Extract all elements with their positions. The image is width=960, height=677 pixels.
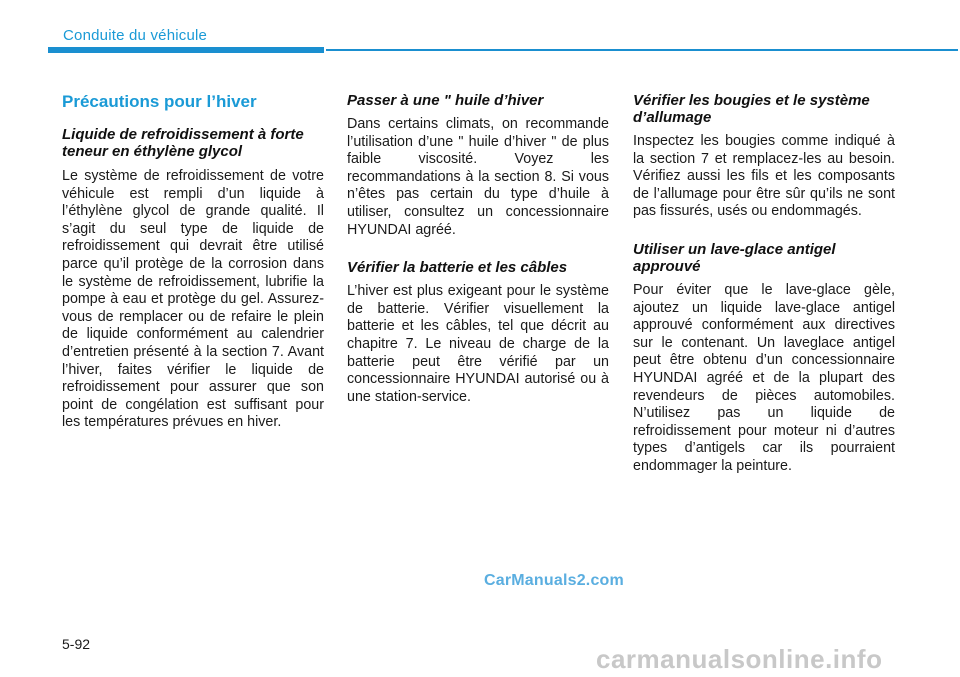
paragraph-washer-fluid: Pour éviter que le lave-glace gèle, ajoutez un liquide lave-glace antigel approuvé conformément aux directives sur le contenant. Un laveglace antigel peut être obtenu d’un concessionnaire HYUNDAI agréé et de la plupart des revendeurs de pièces automobiles. N’utilisez pas un liquide de refroidissement pour moteur ni d’autres types d’antigels car ils pourraient endommager la peinture. [633,281,895,474]
column-3 [633,92,895,496]
header-title: Conduite du véhicule [63,27,208,44]
paragraph-battery: L’hiver est plus exigeant pour le système de batterie. Vérifier visuellement la batterie et les câbles, tel que décrit au chapitre 7. Le niveau de charge de la batterie peut être vérifié par un concessionnaire HYUNDAI autorisé ou à une station-service. [347,283,609,405]
column-2 [347,92,609,426]
paragraph-spark-plugs: Inspectez les bougies comme indiqué à la section 7 et remplacez-les au besoin. Vérifiez aussi les fils et les composants de l’allumage pour être sûr qu’ils ne sont pas fissurés, usés ou endommagés. [633,133,895,220]
subheading-winter-oil: Passer à une " huile d’hiver [347,92,544,109]
header-rule-thick [48,47,324,53]
subheading-battery: Vérifier la batterie et les câbles [347,259,568,277]
paragraph-coolant: Le système de refroidissement de votre véhicule est rempli d’un liquide à l’éthylène glycol de grande qualité. Il s’agit du seul type de liquide de refroidissement qui devrait être utilisé parce qu’il protège de la corrosion dans le système de refroidissement, lubrifie la pompe à eau et protège du gel. Assurez-vous de remplacer ou de refaire le plein de liquide conformément au calendrier d’entretien présenté à la section 7. Avant l’hiver, faites vérifier le liquide de refroidissement pour assurer que son point de congélation est suffisant pour les températures prévues en hiver. [62,168,324,431]
page-number: 5-92 [62,636,91,652]
section-title: Précautions pour l’hiver [62,92,257,111]
subheading-washer-fluid: Utiliser un lave-glace antigel approuvé [633,240,836,275]
header-rule-thin [326,49,958,51]
paragraph-winter-oil: Dans certains climats, on recommande l’utilisation d’une " huile d’hiver " de plus faible viscosité. Voyez les recommandations à la section 8. Si vous n’êtes pas certain du type d’huile à utiliser, consultez un concessionnaire HYUNDAI agréé. [347,116,609,238]
subheading-coolant: Liquide de refroidissement à forte teneur en éthylène glycol [62,126,304,160]
watermark-link[interactable]: CarManuals2.com [484,572,624,589]
column-1 [62,92,324,452]
footer-watermark: carmanualsonline.info [596,644,883,674]
subheading-spark-plugs: Vérifier les bougies et le système d’allumage [633,92,870,126]
